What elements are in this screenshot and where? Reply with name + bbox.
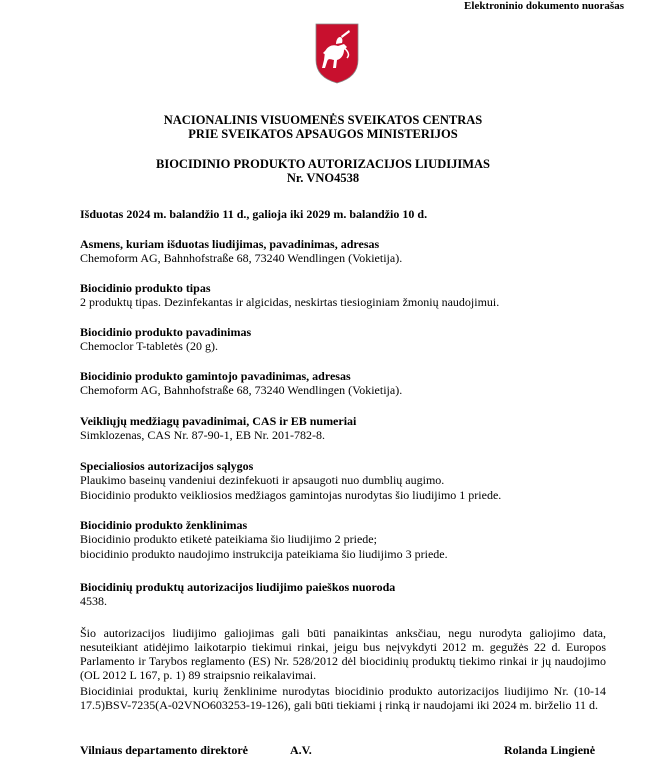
section-text: Chemoform AG, Bahnhofstraße 68, 73240 Wendlingen (Vokietija). — [80, 251, 403, 265]
section-heading: Asmens, kuriam išduotas liudijimas, pavadinimas, adresas — [80, 237, 380, 251]
issued-validity: Išduotas 2024 m. balandžio 11 d., galioja iki 2029 m. balandžio 10 d. — [80, 207, 428, 221]
stamp-mark: A.V. — [290, 743, 312, 757]
document-copy-note: Elektroninio dokumento nuorašas — [464, 0, 624, 12]
validity-paragraph: Šio autorizacijos liudijimo galiojimas gali būti panaikintas anksčiau, negu nurodyta galiojimo data, nesuteikiant atidėjimo laikotarpio tiekimui rinkai, jeigu bus neįvykdyti 2012 m. gegužės 22 d. Europos Parlamento ir Tarybos reglamento (ES) Nr. 528/2012 dėl biocidinių produktų tiekimo rinkai ir jų naudojimo (OL 2012 L 167, p. 1) 89 straipsnio reikalavimai. — [80, 626, 606, 682]
section-text: Simklozenas, CAS Nr. 87-90-1, EB Nr. 201-782-8. — [80, 428, 325, 442]
lithuanian-coat-of-arms-icon — [314, 22, 360, 84]
section-text: Biocidinio produkto etiketė pateikiama šio liudijimo 2 priede; — [80, 532, 377, 546]
document-title: BIOCIDINIO PRODUKTO AUTORIZACIJOS LIUDIJIMAS — [156, 157, 490, 171]
section-heading: Biocidinių produktų autorizacijos liudijimo paieškos nuoroda — [80, 580, 396, 594]
market-paragraph: Biocidiniai produktai, kurių ženklinime nurodytas biocidinio produkto autorizacijos liudijimo Nr. (10-14 17.5)BSV-7235(A-02VNO603253-19-126), gali būti tiekiami į rinką ir naudojami iki 2024 m. birželio 11 d. — [80, 684, 606, 712]
signatory-position: Vilniaus departamento direktorė — [80, 743, 248, 757]
section-heading: Biocidinio produkto ženklinimas — [80, 518, 248, 532]
section-text: Plaukimo baseinų vandeniui dezinfekuoti ir apsaugoti nuo dumblių augimo. — [80, 473, 445, 487]
section-heading: Biocidinio produkto pavadinimas — [80, 325, 252, 339]
issuer-name-line1: NACIONALINIS VISUOMENĖS SVEIKATOS CENTRAS — [163, 113, 483, 127]
document-number: Nr. VNO4538 — [286, 171, 360, 185]
section-text: 2 produktų tipas. Dezinfekantas ir algicidas, neskirtas tiesioginiam žmonių naudojimui. — [80, 295, 500, 309]
section-text: biocidinio produkto naudojimo instrukcija pateikiama šio liudijimo 3 priede. — [80, 547, 448, 561]
section-text: 4538. — [80, 594, 107, 608]
section-heading: Biocidinio produkto gamintojo pavadinimas, adresas — [80, 369, 351, 383]
section-heading: Veikliųjų medžiagų pavadinimai, CAS ir EB numeriai — [80, 414, 357, 428]
section-heading: Specialiosios autorizacijos sąlygos — [80, 459, 254, 473]
section-text: Chemoclor T-tabletės (20 g). — [80, 339, 218, 353]
section-text: Biocidinio produkto veikliosios medžiagos gamintojas nurodytas šio liudijimo 1 priede. — [80, 488, 502, 502]
section-text: Chemoform AG, Bahnhofstraße 68, 73240 Wendlingen (Vokietija). — [80, 383, 403, 397]
section-heading: Biocidinio produkto tipas — [80, 281, 211, 295]
signatory-name: Rolanda Lingienė — [504, 743, 596, 757]
issuer-name-line2: PRIE SVEIKATOS APSAUGOS MINISTERIJOS — [188, 127, 458, 141]
